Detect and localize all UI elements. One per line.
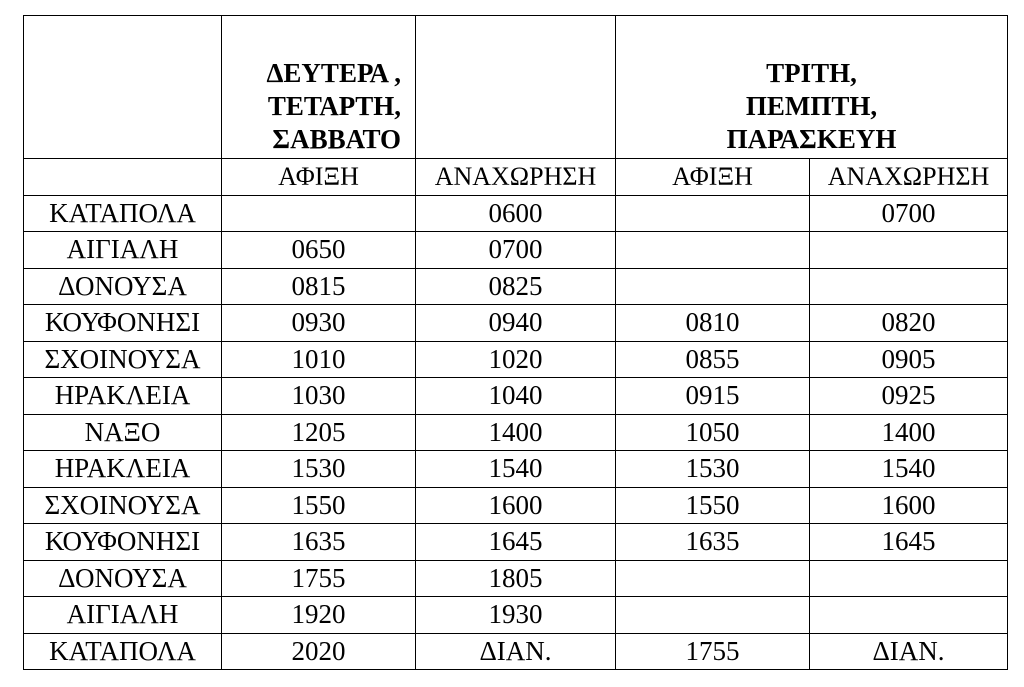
arrival-1-cell: 1030 (222, 378, 416, 415)
table-row (24, 597, 1008, 634)
arrival-1-cell (222, 195, 416, 232)
subheader-departure-1: ΑΝΑΧΩΡΗΣΗ (416, 159, 616, 196)
departure-2-cell: 1645 (810, 524, 1008, 561)
departure-1-cell: 0700 (416, 232, 616, 269)
table-row (24, 195, 1008, 232)
arrival-2-cell: 1755 (616, 633, 810, 670)
table-row (24, 487, 1008, 524)
arrival-2-cell (616, 195, 810, 232)
arrival-1-cell: 0815 (222, 268, 416, 305)
arrival-2-cell (616, 232, 810, 269)
arrival-2-cell: 1550 (616, 487, 810, 524)
departure-2-cell (810, 560, 1008, 597)
subheader-departure-2: ΑΝΑΧΩΡΗΣΗ (810, 159, 1008, 196)
arrival-1-cell: 1010 (222, 341, 416, 378)
arrival-1-cell: 1550 (222, 487, 416, 524)
header-days-group-2 (616, 16, 1008, 159)
departure-1-cell: 1020 (416, 341, 616, 378)
arrival-2-cell (616, 597, 810, 634)
table-row (24, 341, 1008, 378)
header-days-group-2-line: ΤΡΙΤΗ, (766, 58, 857, 88)
table-row (24, 524, 1008, 561)
header-days-group-1 (222, 16, 416, 159)
departure-2-cell: 1600 (810, 487, 1008, 524)
departure-2-cell: 0905 (810, 341, 1008, 378)
departure-2-cell (810, 232, 1008, 269)
departure-1-cell: 1930 (416, 597, 616, 634)
arrival-1-cell: 0930 (222, 305, 416, 342)
schedule-header-row (24, 16, 1008, 159)
departure-1-cell: 1040 (416, 378, 616, 415)
departure-2-cell: ΔΙΑΝ. (810, 633, 1008, 670)
header-days-group-2-line: ΠΑΡΑΣΚΕΥΗ (726, 124, 897, 154)
table-row (24, 451, 1008, 488)
departure-2-cell (810, 268, 1008, 305)
port-name-cell: ΚΟΥΦΟΝΗΣΙ (24, 524, 222, 561)
port-name-cell: ΗΡΑΚΛΕΙΑ (24, 378, 222, 415)
departure-1-cell: 1600 (416, 487, 616, 524)
header-days-group-1-line: ΤΕΤΑΡΤΗ, (267, 91, 401, 121)
header-days-group-1-line: ΔΕΥΤΕΡΑ , (266, 58, 401, 88)
departure-1-cell: 1805 (416, 560, 616, 597)
departure-1-cell: 1645 (416, 524, 616, 561)
header-empty-cell (416, 16, 616, 159)
header-empty-cell (24, 16, 222, 159)
arrival-1-cell: 1635 (222, 524, 416, 561)
arrival-2-cell (616, 560, 810, 597)
arrival-2-cell (616, 268, 810, 305)
departure-2-cell: 0925 (810, 378, 1008, 415)
arrival-2-cell: 0855 (616, 341, 810, 378)
arrival-1-cell: 1205 (222, 414, 416, 451)
departure-2-cell: 0820 (810, 305, 1008, 342)
subheader-arrival-1: ΑΦΙΞΗ (222, 159, 416, 196)
port-name-cell: ΝΑΞΟ (24, 414, 222, 451)
arrival-2-cell: 1635 (616, 524, 810, 561)
subheader-port-cell (24, 159, 222, 196)
table-row (24, 414, 1008, 451)
table-row (24, 232, 1008, 269)
departure-1-cell: ΔΙΑΝ. (416, 633, 616, 670)
departure-2-cell (810, 597, 1008, 634)
departure-1-cell: 0825 (416, 268, 616, 305)
departure-2-cell: 1400 (810, 414, 1008, 451)
table-row (24, 378, 1008, 415)
departure-2-cell: 0700 (810, 195, 1008, 232)
departure-1-cell: 1400 (416, 414, 616, 451)
arrival-2-cell: 1050 (616, 414, 810, 451)
arrival-1-cell: 1755 (222, 560, 416, 597)
departure-1-cell: 0600 (416, 195, 616, 232)
table-row (24, 268, 1008, 305)
departure-1-cell: 1540 (416, 451, 616, 488)
port-name-cell: ΔΟΝΟΥΣΑ (24, 560, 222, 597)
header-days-group-1-line: ΣΑΒΒΑΤΟ (272, 124, 401, 154)
schedule-subheader-row (24, 159, 1008, 196)
arrival-1-cell: 1530 (222, 451, 416, 488)
port-name-cell: ΑΙΓΙΑΛΗ (24, 232, 222, 269)
table-row (24, 633, 1008, 670)
departure-2-cell: 1540 (810, 451, 1008, 488)
arrival-1-cell: 0650 (222, 232, 416, 269)
port-name-cell: ΚΑΤΑΠΟΛΑ (24, 195, 222, 232)
arrival-2-cell: 0810 (616, 305, 810, 342)
arrival-1-cell: 1920 (222, 597, 416, 634)
port-name-cell: ΗΡΑΚΛΕΙΑ (24, 451, 222, 488)
port-name-cell: ΑΙΓΙΑΛΗ (24, 597, 222, 634)
header-days-group-2-line: ΠΕΜΠΤΗ, (745, 91, 878, 121)
port-name-cell: ΣΧΟΙΝΟΥΣΑ (24, 341, 222, 378)
arrival-2-cell: 0915 (616, 378, 810, 415)
arrival-2-cell: 1530 (616, 451, 810, 488)
port-name-cell: ΔΟΝΟΥΣΑ (24, 268, 222, 305)
ferry-schedule-table (23, 15, 1008, 670)
departure-1-cell: 0940 (416, 305, 616, 342)
port-name-cell: ΚΟΥΦΟΝΗΣΙ (24, 305, 222, 342)
port-name-cell: ΚΑΤΑΠΟΛΑ (24, 633, 222, 670)
port-name-cell: ΣΧΟΙΝΟΥΣΑ (24, 487, 222, 524)
table-row (24, 305, 1008, 342)
table-row (24, 560, 1008, 597)
subheader-arrival-2: ΑΦΙΞΗ (616, 159, 810, 196)
arrival-1-cell: 2020 (222, 633, 416, 670)
